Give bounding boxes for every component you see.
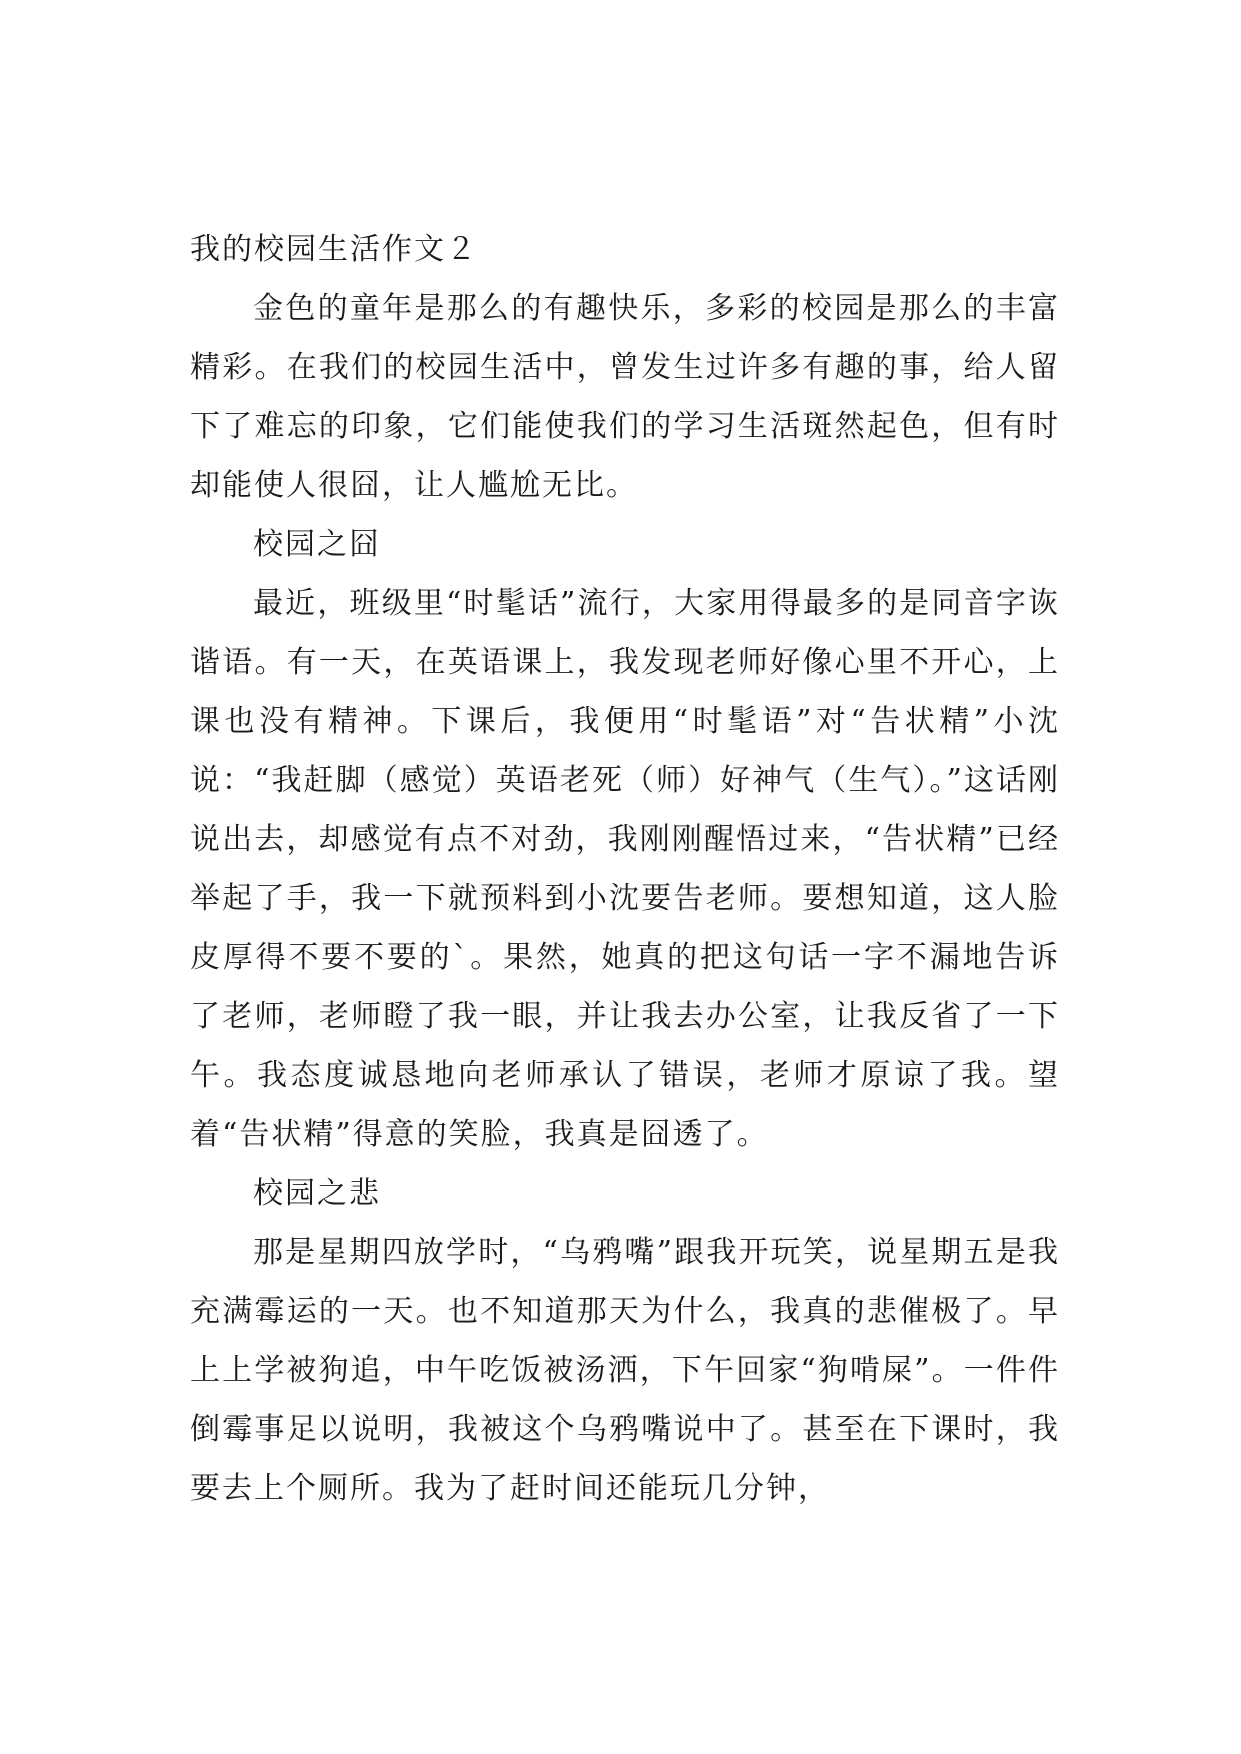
essay-title: 我的校园生活作文２ [190, 232, 478, 267]
section-heading-sadness: 校园之悲 [253, 1176, 381, 1211]
document-body [190, 220, 1060, 1518]
paragraph-sadness-story: 那是星期四放学时，“乌鸦嘴”跟我开玩笑，说星期五是我充满霉运的一天。也不知道那天为什么，我真的悲催极了。早上上学被狗追，中午吃饭被汤洒，下午回家“狗啃屎”。一件件倒霉事足以说明，我被这个乌鸦嘴说中了。甚至在下课时，我要去上个厕所。我为了赶时间还能玩几分钟， [190, 1235, 1060, 1506]
paragraph-intro: 金色的童年是那么的有趣快乐，多彩的校园是那么的丰富精彩。在我们的校园生活中，曾发生过许多有趣的事，给人留下了难忘的印象，它们能使我们的学习生活斑然起色，但有时却能使人很囧，让人尴尬无比。 [190, 291, 1060, 503]
paragraph-embarrassment-story: 最近，班级里“时髦话”流行，大家用得最多的是同音字诙谐语。有一天，在英语课上，我发现老师好像心里不开心，上课也没有精神。下课后，我便用“时髦语”对“告状精”小沈说：“我赶脚（感觉）英语老死（师）好神气（生气）。”这话刚说出去，却感觉有点不对劲，我刚刚醒悟过来，“告状精”已经举起了手，我一下就预料到小沈要告老师。要想知道，这人脸皮厚得不要不要的`。果然，她真的把这句话一字不漏地告诉了老师，老师瞪了我一眼，并让我去办公室，让我反省了一下午。我态度诚恳地向老师承认了错误，老师才原谅了我。望着“告状精”得意的笑脸，我真是囧透了。 [190, 586, 1060, 1152]
section-heading-embarrassment: 校园之囧 [253, 527, 381, 562]
